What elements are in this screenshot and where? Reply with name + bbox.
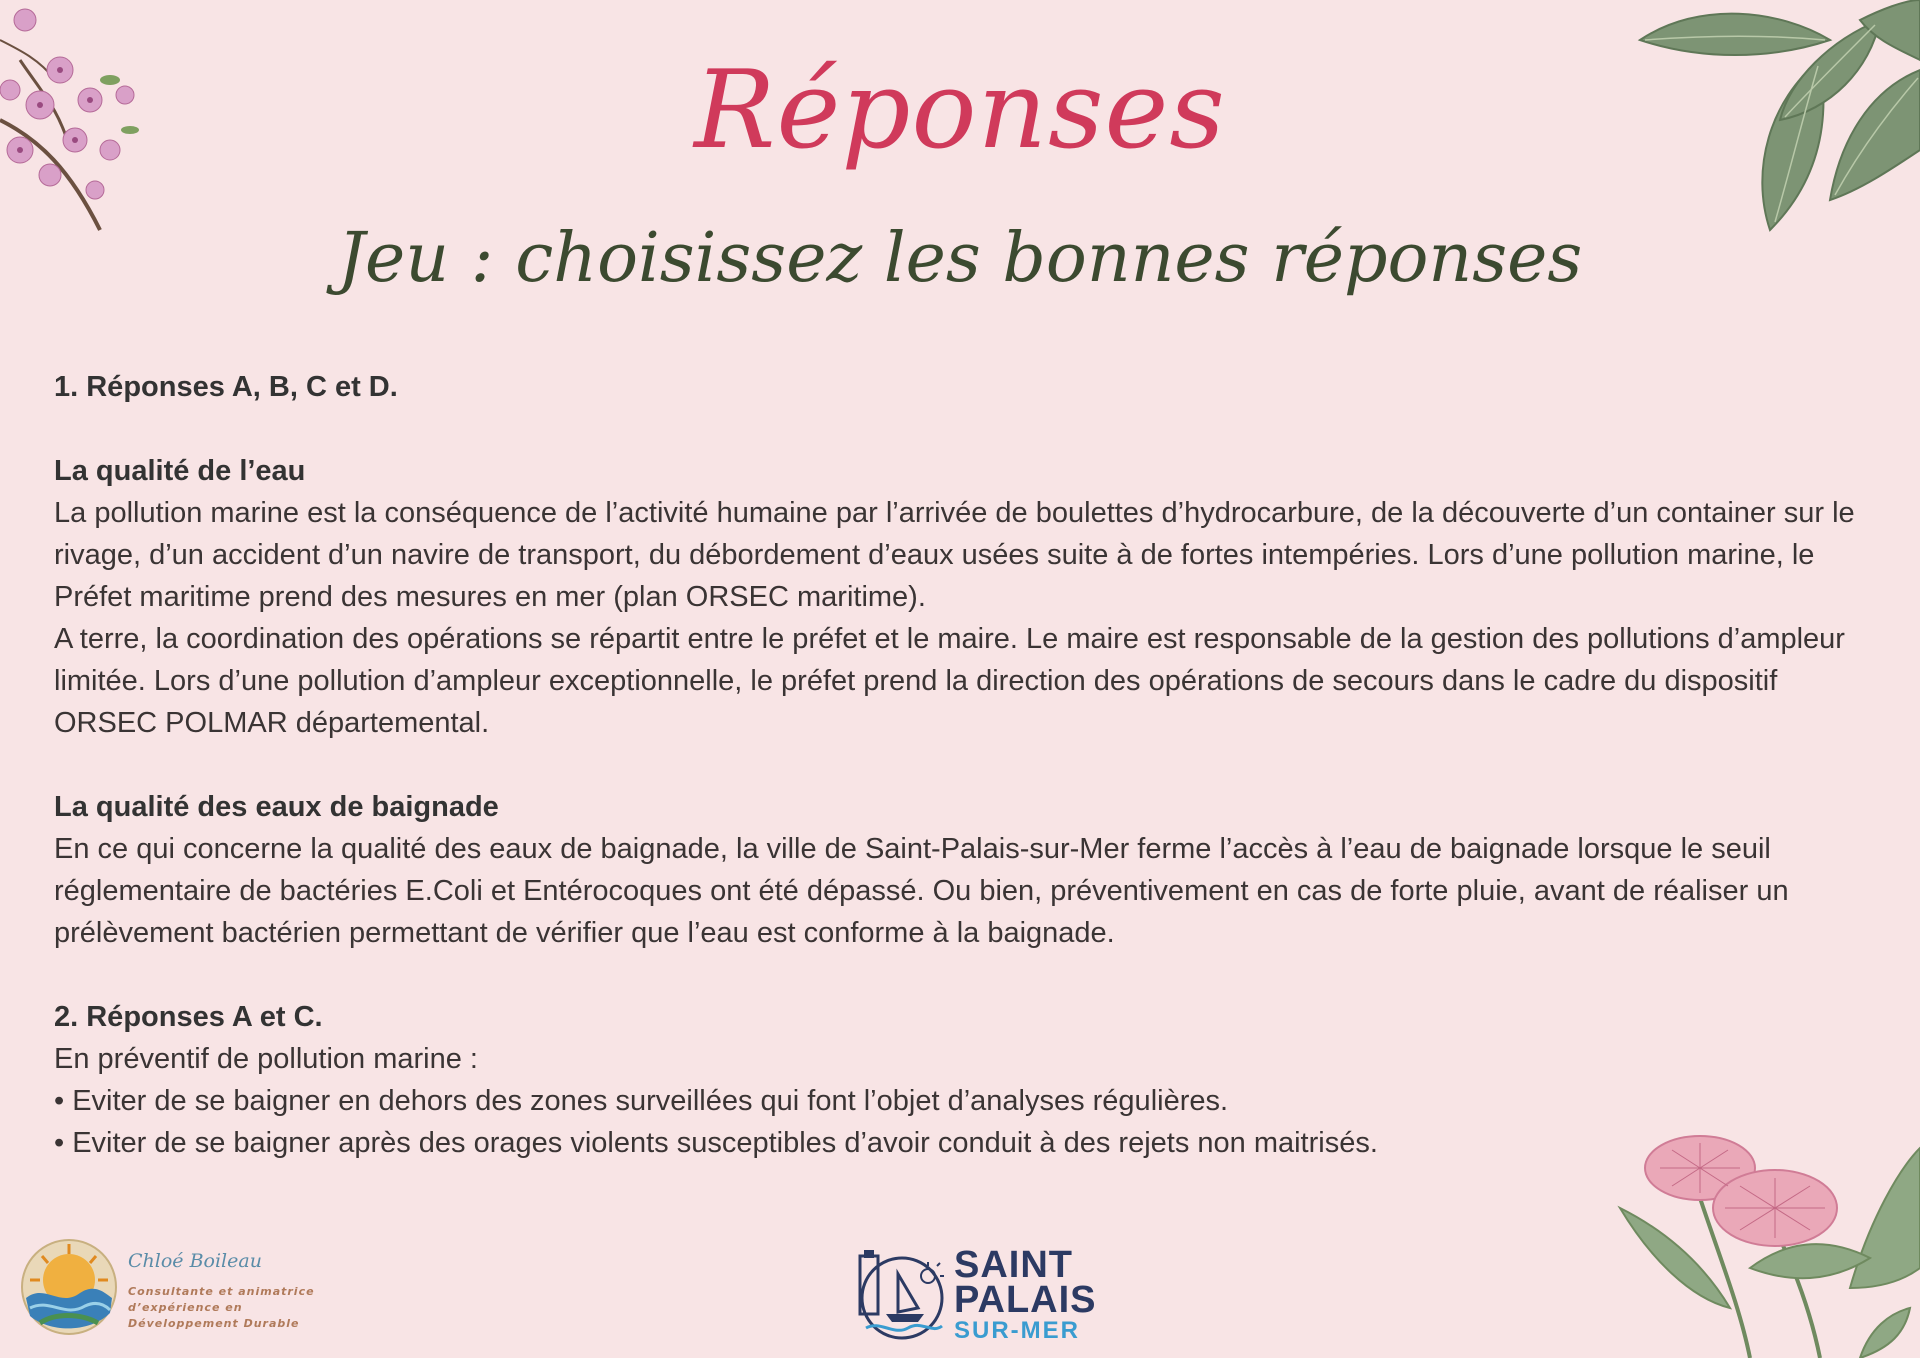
logo-saint: SAINT (954, 1244, 1073, 1286)
water-quality-paragraph-1: La pollution marine est la conséquence de l’activité humaine par l’arrivée de boulettes d’hydrocarbure, de la découverte d’un container sur le rivage, d’un accident d’un navire de transport, du débordement d’eaux usées suite à de fortes intempéries. Lors d’une pollution marine, le Préfet maritime prend des mesures en mer (plan ORSEC maritime). (54, 497, 1855, 613)
bathing-quality-heading: La qualité des eaux de baignade (54, 791, 499, 823)
logo-palais: PALAIS (954, 1279, 1097, 1321)
bullet-item: • Eviter de se baigner en dehors des zones surveillées qui font l’objet d’analyses régulières. (54, 1085, 1229, 1117)
section1-heading: 1. Réponses A, B, C et D. (54, 371, 398, 403)
section2-heading: 2. Réponses A et C. (54, 1001, 323, 1033)
chloe-desc-line: d’expérience en (128, 1301, 243, 1314)
section2-intro: En préventif de pollution marine : (54, 1043, 478, 1075)
town-emblem-icon (852, 1246, 948, 1342)
page-subtitle: Jeu : choisissez les bonnes réponses (337, 219, 1583, 298)
chloe-boileau-logo (20, 1238, 320, 1338)
answers-content (54, 366, 1884, 1164)
chloe-description (128, 1284, 328, 1332)
water-quality-heading: La qualité de l’eau (54, 455, 306, 487)
logo-sur-mer: SUR-MER (954, 1317, 1080, 1344)
bathing-quality-paragraph: En ce qui concerne la qualité des eaux de baignade, la ville de Saint-Palais-sur-Mer ferme l’accès à l’eau de baignade lorsque le seuil réglementaire de bactéries E.Coli et Entérocoques ont été dépassé. Ou bien, préventivement en cas de forte pluie, avant de réaliser un prélèvement bactérien permettant de vérifier que l’eau est conforme à la baignade. (54, 833, 1789, 949)
page-title: Réponses (694, 48, 1226, 173)
bullet-item: • Eviter de se baigner après des orages violents susceptibles d’avoir conduit à des rejets non maitrisés. (54, 1127, 1378, 1159)
sun-wave-logo-icon (20, 1238, 118, 1336)
chloe-desc-line: Développement Durable (128, 1317, 300, 1330)
chloe-name: Chloé Boileau (128, 1250, 262, 1272)
water-quality-paragraph-2: A terre, la coordination des opérations se répartit entre le préfet et le maire. Le maire est responsable de la gestion des pollutions d’ampleur limitée. Lors d’une pollution d’ampleur exceptionnelle, le préfet prend la direction des opérations de secours dans le cadre du dispositif ORSEC POLMAR départemental. (54, 623, 1845, 739)
saint-palais-wordmark (954, 1244, 1097, 1344)
saint-palais-logo (852, 1246, 1102, 1342)
chloe-desc-line: Consultante et animatrice (128, 1285, 315, 1298)
